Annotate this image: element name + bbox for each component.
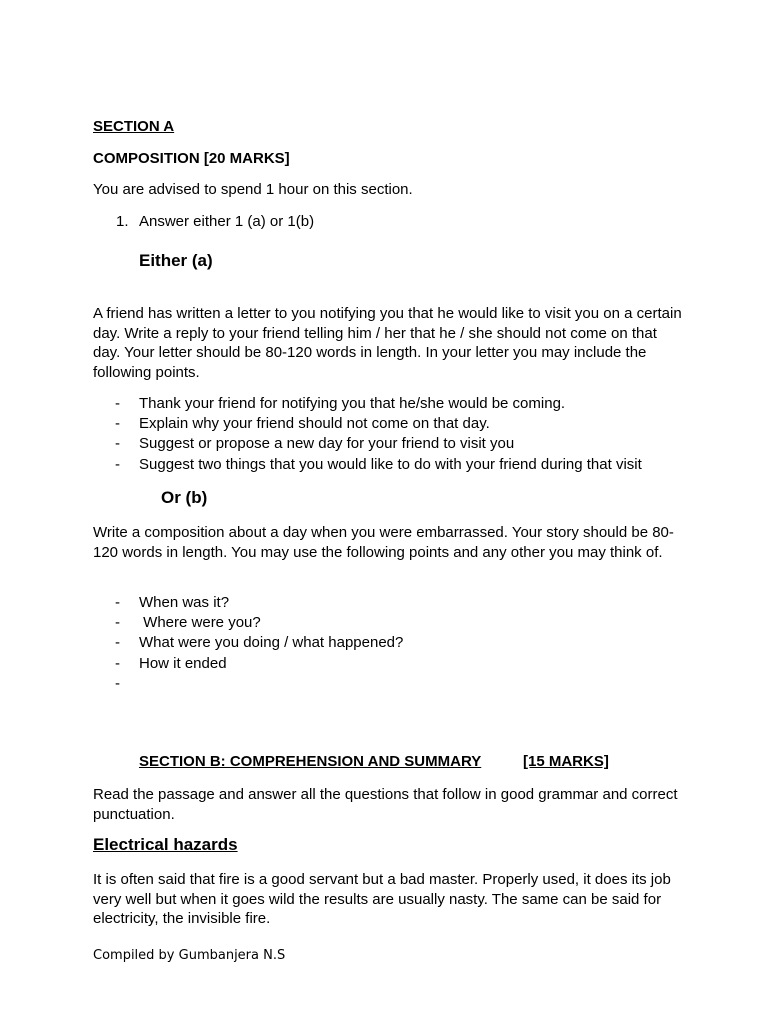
bullet-dash: - [115,435,120,452]
bullet-dash: - [115,395,120,412]
list-item-text: Suggest two things that you would like to do with your friend during that visit [139,456,642,473]
bullet-dash: - [115,415,120,432]
list-item-text: Suggest or propose a new day for your friend to visit you [139,435,515,452]
question-number: 1. [116,213,129,230]
or-paragraph: Write a composition about a day when you were embarrassed. Your story should be 80-120 words in length. You may use the following points and any other you may think of. [93,524,674,561]
list-item-text: How it ended [139,655,227,672]
composition-heading: COMPOSITION [20 MARKS] [93,150,290,167]
list-item-text: Where were you? [139,614,261,631]
bullet-dash: - [115,614,120,631]
either-paragraph: A friend has written a letter to you notifying you that he would like to visit you on a certain day. Write a reply to your friend telling him / her that he / she should not come on that day. Your letter should be 80-120 words in length. In your letter you may include the following points. [93,305,682,381]
bullet-dash: - [115,634,120,651]
question-text: Answer either 1 (a) or 1(b) [139,213,315,230]
bullet-dash: - [115,675,120,692]
passage-title: Electrical hazards [93,835,238,854]
section-b-heading: SECTION B: COMPREHENSION AND SUMMARY [139,753,482,770]
or-heading: Or (b) [161,488,208,507]
list-item-text: When was it? [139,594,230,611]
list-item-text: What were you doing / what happened? [139,634,404,651]
time-advice: You are advised to spend 1 hour on this section. [93,181,413,198]
passage-paragraph: It is often said that fire is a good servant but a bad master. Properly used, it does its job very well but when it goes wild the results are usually nasty. The same can be said for electricity, the invisible fire. [93,871,671,927]
section-a-heading: SECTION A [93,118,175,135]
section-b-marks: [15 MARKS] [523,753,609,770]
list-item-text: Explain why your friend should not come on that day. [139,415,490,432]
page-footer: Compiled by Gumbanjera N.S [93,948,286,963]
bullet-dash: - [115,655,120,672]
section-b-instructions: Read the passage and answer all the questions that follow in good grammar and correct punctuation. [93,786,678,823]
either-heading: Either (a) [139,251,213,270]
bullet-dash: - [115,594,120,611]
bullet-dash: - [115,456,120,473]
list-item-text: Thank your friend for notifying you that he/she would be coming. [139,395,566,412]
